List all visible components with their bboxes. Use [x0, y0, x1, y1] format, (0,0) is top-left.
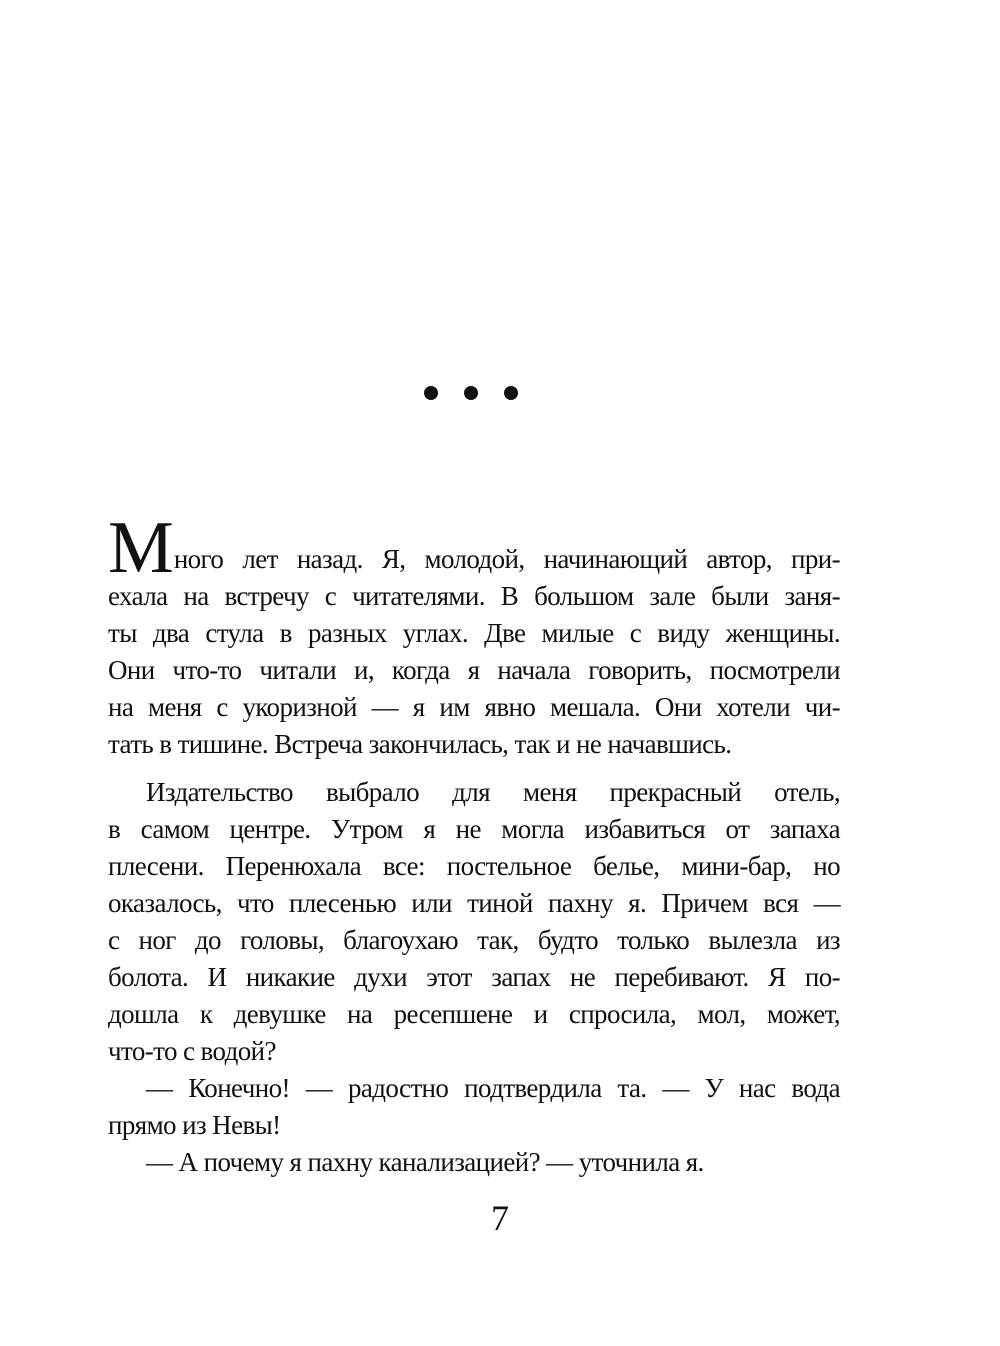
paragraph: [108, 518, 840, 763]
text-line: тать в тишине. Встреча закончилась, так и не начавшись.: [108, 729, 732, 759]
text-line: Издательство выбрало для меня прекрасный отель,: [146, 777, 840, 807]
drop-cap: М: [108, 518, 174, 578]
separator-dot: [464, 386, 478, 400]
separator-dot: [424, 386, 438, 400]
text-line: — Конечно! — радостно подтвердила та. — У нас вода: [146, 1073, 840, 1103]
paragraph: [108, 1070, 840, 1144]
text-line: болота. И никакие духи этот запах не перебивают. Я по-: [108, 962, 840, 992]
text-line: на меня с укоризной — я им явно мешала. Они хотели чи-: [108, 692, 840, 722]
text-line: в самом центре. Утром я не могла избавиться от запаха: [108, 814, 840, 844]
paragraph: [108, 1144, 840, 1181]
paragraph: [108, 774, 840, 1070]
text-line: что-то с водой?: [108, 1036, 276, 1066]
section-separator: [424, 386, 524, 406]
body-text: [108, 518, 840, 1181]
text-line: ехала на встречу с читателями. В большом зале были заня-: [108, 581, 840, 611]
text-line: ты два стула в разных углах. Две милые с виду женщины.: [108, 618, 840, 648]
text-line-rest: ного лет назад. Я, молодой, начинающий автор, при-: [173, 544, 840, 574]
text-line: — А почему я пахну канализацией? — уточнила я.: [146, 1147, 704, 1177]
page-number: 7: [491, 1198, 509, 1238]
text-line: оказалось, что плесенью или тиной пахну я. Причем вся —: [108, 888, 840, 918]
text-line: [108, 518, 840, 578]
text-line: Они что-то читали и, когда я начала говорить, посмотрели: [108, 655, 840, 685]
separator-dot: [504, 386, 518, 400]
text-line: с ног до головы, благоухаю так, будто только вылезла из: [108, 925, 840, 955]
text-line: прямо из Невы!: [108, 1110, 281, 1140]
text-line: дошла к девушке на ресепшене и спросила, мол, может,: [108, 999, 840, 1029]
text-line: плесени. Перенюхала все: постельное белье, мини-бар, но: [108, 851, 840, 881]
